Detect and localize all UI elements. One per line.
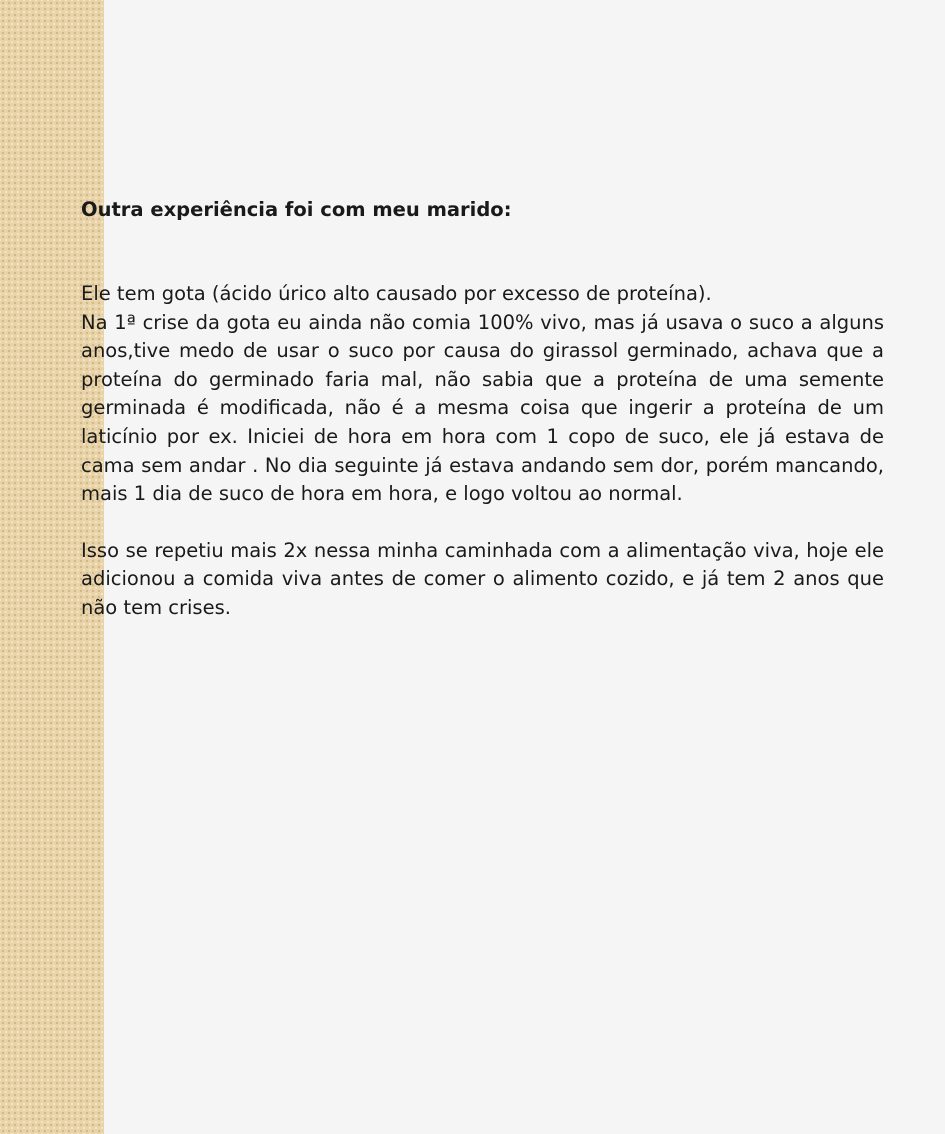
paragraph-1: [81, 280, 884, 509]
paragraph-1-first-line: Ele tem gota (ácido úrico alto causado por excesso de proteína).: [81, 282, 712, 305]
paragraph-2: Isso se repetiu mais 2x nessa minha caminhada com a alimentação viva, hoje ele adicionou a comida viva antes de comer o alimento cozido, e já tem 2 anos que não tem crises.: [81, 538, 884, 619]
paragraph-1-body: Na 1ª crise da gota eu ainda não comia 100% vivo, mas já usava o suco a alguns anos,tive medo de usar o suco por causa do girassol germinado, achava que a proteína do germinado faria mal, não sabia que a proteína de uma semente germinada é modificada, não é a mesma coisa que ingerir a proteína de um laticínio por ex. Iniciei de hora em hora com 1 copo de suco, ele já estava de cama sem andar . No dia seguinte já estava andando sem dor, porém mancando, mais 1 dia de suco de hora em hora, e logo voltou ao normal.: [81, 310, 884, 506]
document-heading: Outra experiência foi com meu marido:: [81, 198, 512, 221]
document-body: [81, 196, 884, 623]
